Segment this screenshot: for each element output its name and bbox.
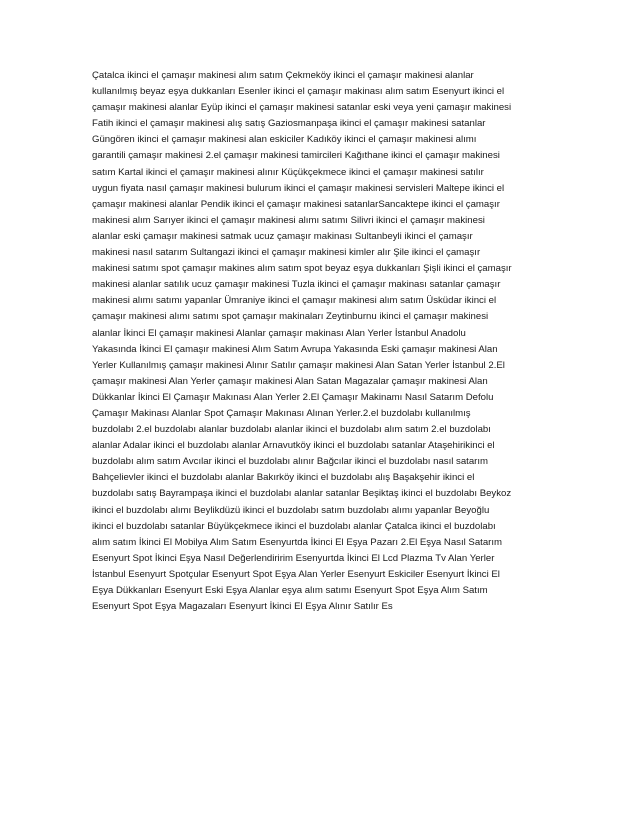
text-line: çamaşır makinesi Alan Yerler çamaşır makinesi Alan Satan Magazalar çamaşır makinesi Alan — [92, 375, 488, 387]
text-line: çamaşır makinesi alımı satımı spot çamaşır makinaları Zeytinburnu ikinci el çamaşır makinesi — [92, 311, 489, 323]
text-line: uygun fiyata nasıl çamaşır makinesi bulurum ikinci el çamaşır makinesi servisleri Maltepe ikinci el — [92, 182, 505, 194]
text-line: kullanılmış beyaz eşya dukkanları Esenler ikinci el çamaşır makinası alım satım Esenyurt ikinci el — [92, 86, 505, 98]
text-line: İstanbul Esenyurt Spotçular Esenyurt Spot Eşya Alan Yerler Esenyurt Eskiciler Esenyurt İkinci El — [92, 568, 500, 580]
text-line: çamaşır makinesi alanlar Pendik ikinci el çamaşır makinesi satanlarSancaktepe ikinci el çamaşır — [92, 198, 500, 210]
text-line: çamaşır makinesi alanlar Eyüp ikinci el çamaşır makinesi satanlar eski veya yeni çamaşır makinesi — [92, 102, 512, 114]
text-line: Çatalca ikinci el çamaşır makinesi alım satım Çekmeköy ikinci el çamaşır makinesi alanlar — [92, 70, 474, 81]
text-line: Eşya Dükkanları Esenyurt Eski Eşya Alanlar eşya alım satımı Esenyurt Spot Eşya Alım Satım — [92, 585, 488, 596]
body-paragraph — [92, 68, 552, 615]
text-line: Yakasında İkinci El çamaşır makinesi Alım Satım Avrupa Yakasında Eski çamaşır makinesi Alan — [92, 343, 498, 355]
text-line: garantili çamaşır makinesi 2.el çamaşır makinesi tamircileri Kağıthane ikinci el çamaşır makinesi — [92, 150, 500, 162]
text-line: Çamaşır Makinası Alanlar Spot Çamaşır Makınası Alınan Yerler.2.el buzdolabı kullanılmış — [92, 407, 471, 419]
text-line: makinesi nasıl satarım Sultangazi ikinci el çamaşır makinesi kimler alır Şile ikinci el çamaşır — [92, 247, 481, 259]
text-line: makinesi alımı satımı yapanlar Ümraniye ikinci el çamaşır makinesi alım satım Üsküdar ikinci el — [92, 295, 497, 307]
text-line: Yerler Kullanılmış çamaşır makinesi Alınır Satılır çamaşır makinesi Alan Satan Yerler İstanbul 2.El — [92, 359, 505, 371]
text-line: buzdolabı alım satım Avcılar ikinci el buzdolabı alınır Bağcılar ikinci el buzdolabı nasıl satarım — [92, 456, 489, 468]
text-line: buzdolabı satış Bayrampaşa ikinci el buzdolabı alanlar satanlar Beşiktaş ikinci el buzdolabı Beykoz — [92, 488, 512, 500]
text-line: makinesi alanlar satılık ucuz çamaşır makinesi Tuzla ikinci el çamaşır makinası satanlar çamaşır — [92, 279, 501, 291]
text-line: Güngören ikinci el çamaşır makinesi alan eskiciler Kadıköy ikinci el çamaşır makinesi alımı — [92, 134, 477, 146]
text-line: makinesi alım Sarıyer ikinci el çamaşır makinesi alımı satımı Silivri ikinci el çamaşır makinesi — [92, 214, 485, 226]
text-line: Fatih ikinci el çamaşır makinesi alış satış Gaziosmanpaşa ikinci el çamaşır makinesi satanlar — [92, 118, 486, 130]
text-line: makinesi satımı spot çamaşır makines alım satım spot beyaz eşya dukkanları Şişli ikinci el çamaşır — [92, 263, 512, 275]
text-line: Esenyurt Spot Eşya Magazaları Esenyurt İkinci El Eşya Alınır Satılır Es — [92, 601, 393, 613]
text-line: Dükkanlar İkinci El Çamaşır Makınası Alan Yerler 2.El Çamaşır Makinamı Nasıl Satarım Defolu — [92, 391, 494, 403]
text-line: Bahçelievler ikinci el buzdolabı alanlar Bakırköy ikinci el buzdolabı alış Başakşehir ikinci el — [92, 472, 475, 484]
text-line: ikinci el buzdolabı alımı Beylikdüzü ikinci el buzdolabı satım buzdolabı alımı yapanlar Beyoğlu — [92, 504, 490, 516]
text-line: Esenyurt Spot İkinci Eşya Nasıl Değerlendiririm Esenyurtda İkinci El Lcd Plazma Tv Alan Yerler — [92, 552, 495, 564]
text-line: alım satım İkinci El Mobilya Alım Satım Esenyurtda İkinci El Eşya Pazarı 2.El Eşya Nasıl Satarım — [92, 536, 503, 548]
text-line: alanlar eski çamaşır makinesi satmak ucuz çamaşır makinası Sultanbeyli ikinci el çamaşır — [92, 230, 473, 242]
text-line: alanlar İkinci El çamaşır makinesi Alanlar çamaşır makinası Alan Yerler İstanbul Anadolu — [92, 327, 466, 339]
text-line: buzdolabı 2.el buzdolabı alanlar buzdolabı alanlar ikinci el buzdolabı alım satım 2.el buzdolabı — [92, 424, 491, 436]
text-line: ikinci el buzdolabı satanlar Büyükçekmece ikinci el buzdolabı alanlar Çatalca ikinci el buzdolabı — [92, 520, 496, 532]
text-line: alanlar Adalar ikinci el buzdolabı alanlar Arnavutköy ikinci el buzdolabı satanlar Ataşehirikinci el — [92, 440, 495, 452]
text-line: satım Kartal ikinci el çamaşır makinesi alınır Küçükçekmece ikinci el çamaşır makinesi satılır — [92, 166, 484, 178]
